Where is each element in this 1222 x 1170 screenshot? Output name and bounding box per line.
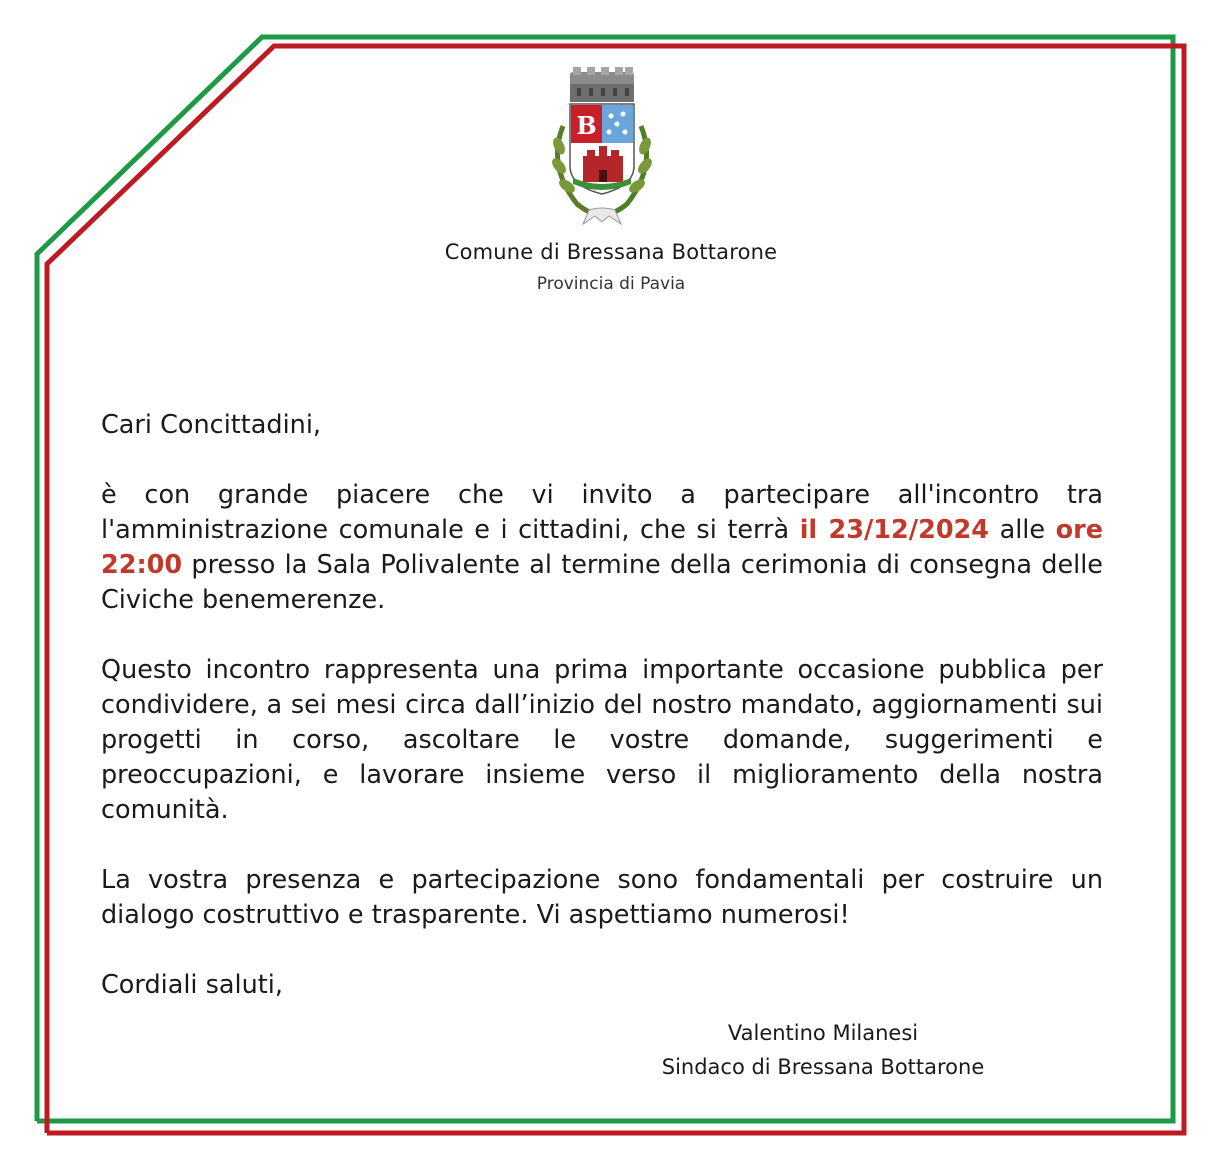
salutation: Cari Concittadini, xyxy=(101,410,322,440)
provincia-label: Provincia di Pavia xyxy=(536,274,686,294)
invitation-text-2: alle xyxy=(989,515,1056,545)
comune-name: Comune di Bressana Bottarone xyxy=(444,240,778,264)
crest-letter: B xyxy=(576,111,597,140)
municipal-crest xyxy=(537,66,667,226)
coat-of-arms-icon xyxy=(537,66,667,226)
purpose-paragraph: Questo incontro rappresenta una prima importante occasione pubblica per condividere, a sei mesi circa dall’inizio del nostro mandato, aggiornamenti sui progetti in corso, ascoltare le vostre domande, suggerimenti e preoccupazioni, e lavorare insieme verso il miglioramento della nostra comunità. xyxy=(101,655,1103,825)
invitation-paragraph xyxy=(101,478,1103,618)
signature-block xyxy=(600,1016,1046,1084)
invitation-text-1: è con grande piacere che vi invito a partecipare all'incontro tra l'amministrazione comunale e i cittadini, che si terrà xyxy=(101,480,1103,545)
appeal-paragraph: La vostra presenza e partecipazione sono fondamentali per costruire un dialogo costruttivo e trasparente. Vi aspettiamo numerosi! xyxy=(101,865,1103,930)
event-date: il 23/12/2024 xyxy=(799,515,990,545)
signatory-name: Valentino Milanesi xyxy=(727,1021,919,1045)
event-time: ore 22:00 xyxy=(101,515,1103,580)
signatory-role: Sindaco di Bressana Bottarone xyxy=(661,1055,985,1079)
letter-body xyxy=(101,408,1103,1003)
closing: Cordiali saluti, xyxy=(101,970,283,1000)
invitation-text-3: presso la Sala Polivalente al termine della cerimonia di consegna delle Civiche benemerenze. xyxy=(101,550,1103,615)
